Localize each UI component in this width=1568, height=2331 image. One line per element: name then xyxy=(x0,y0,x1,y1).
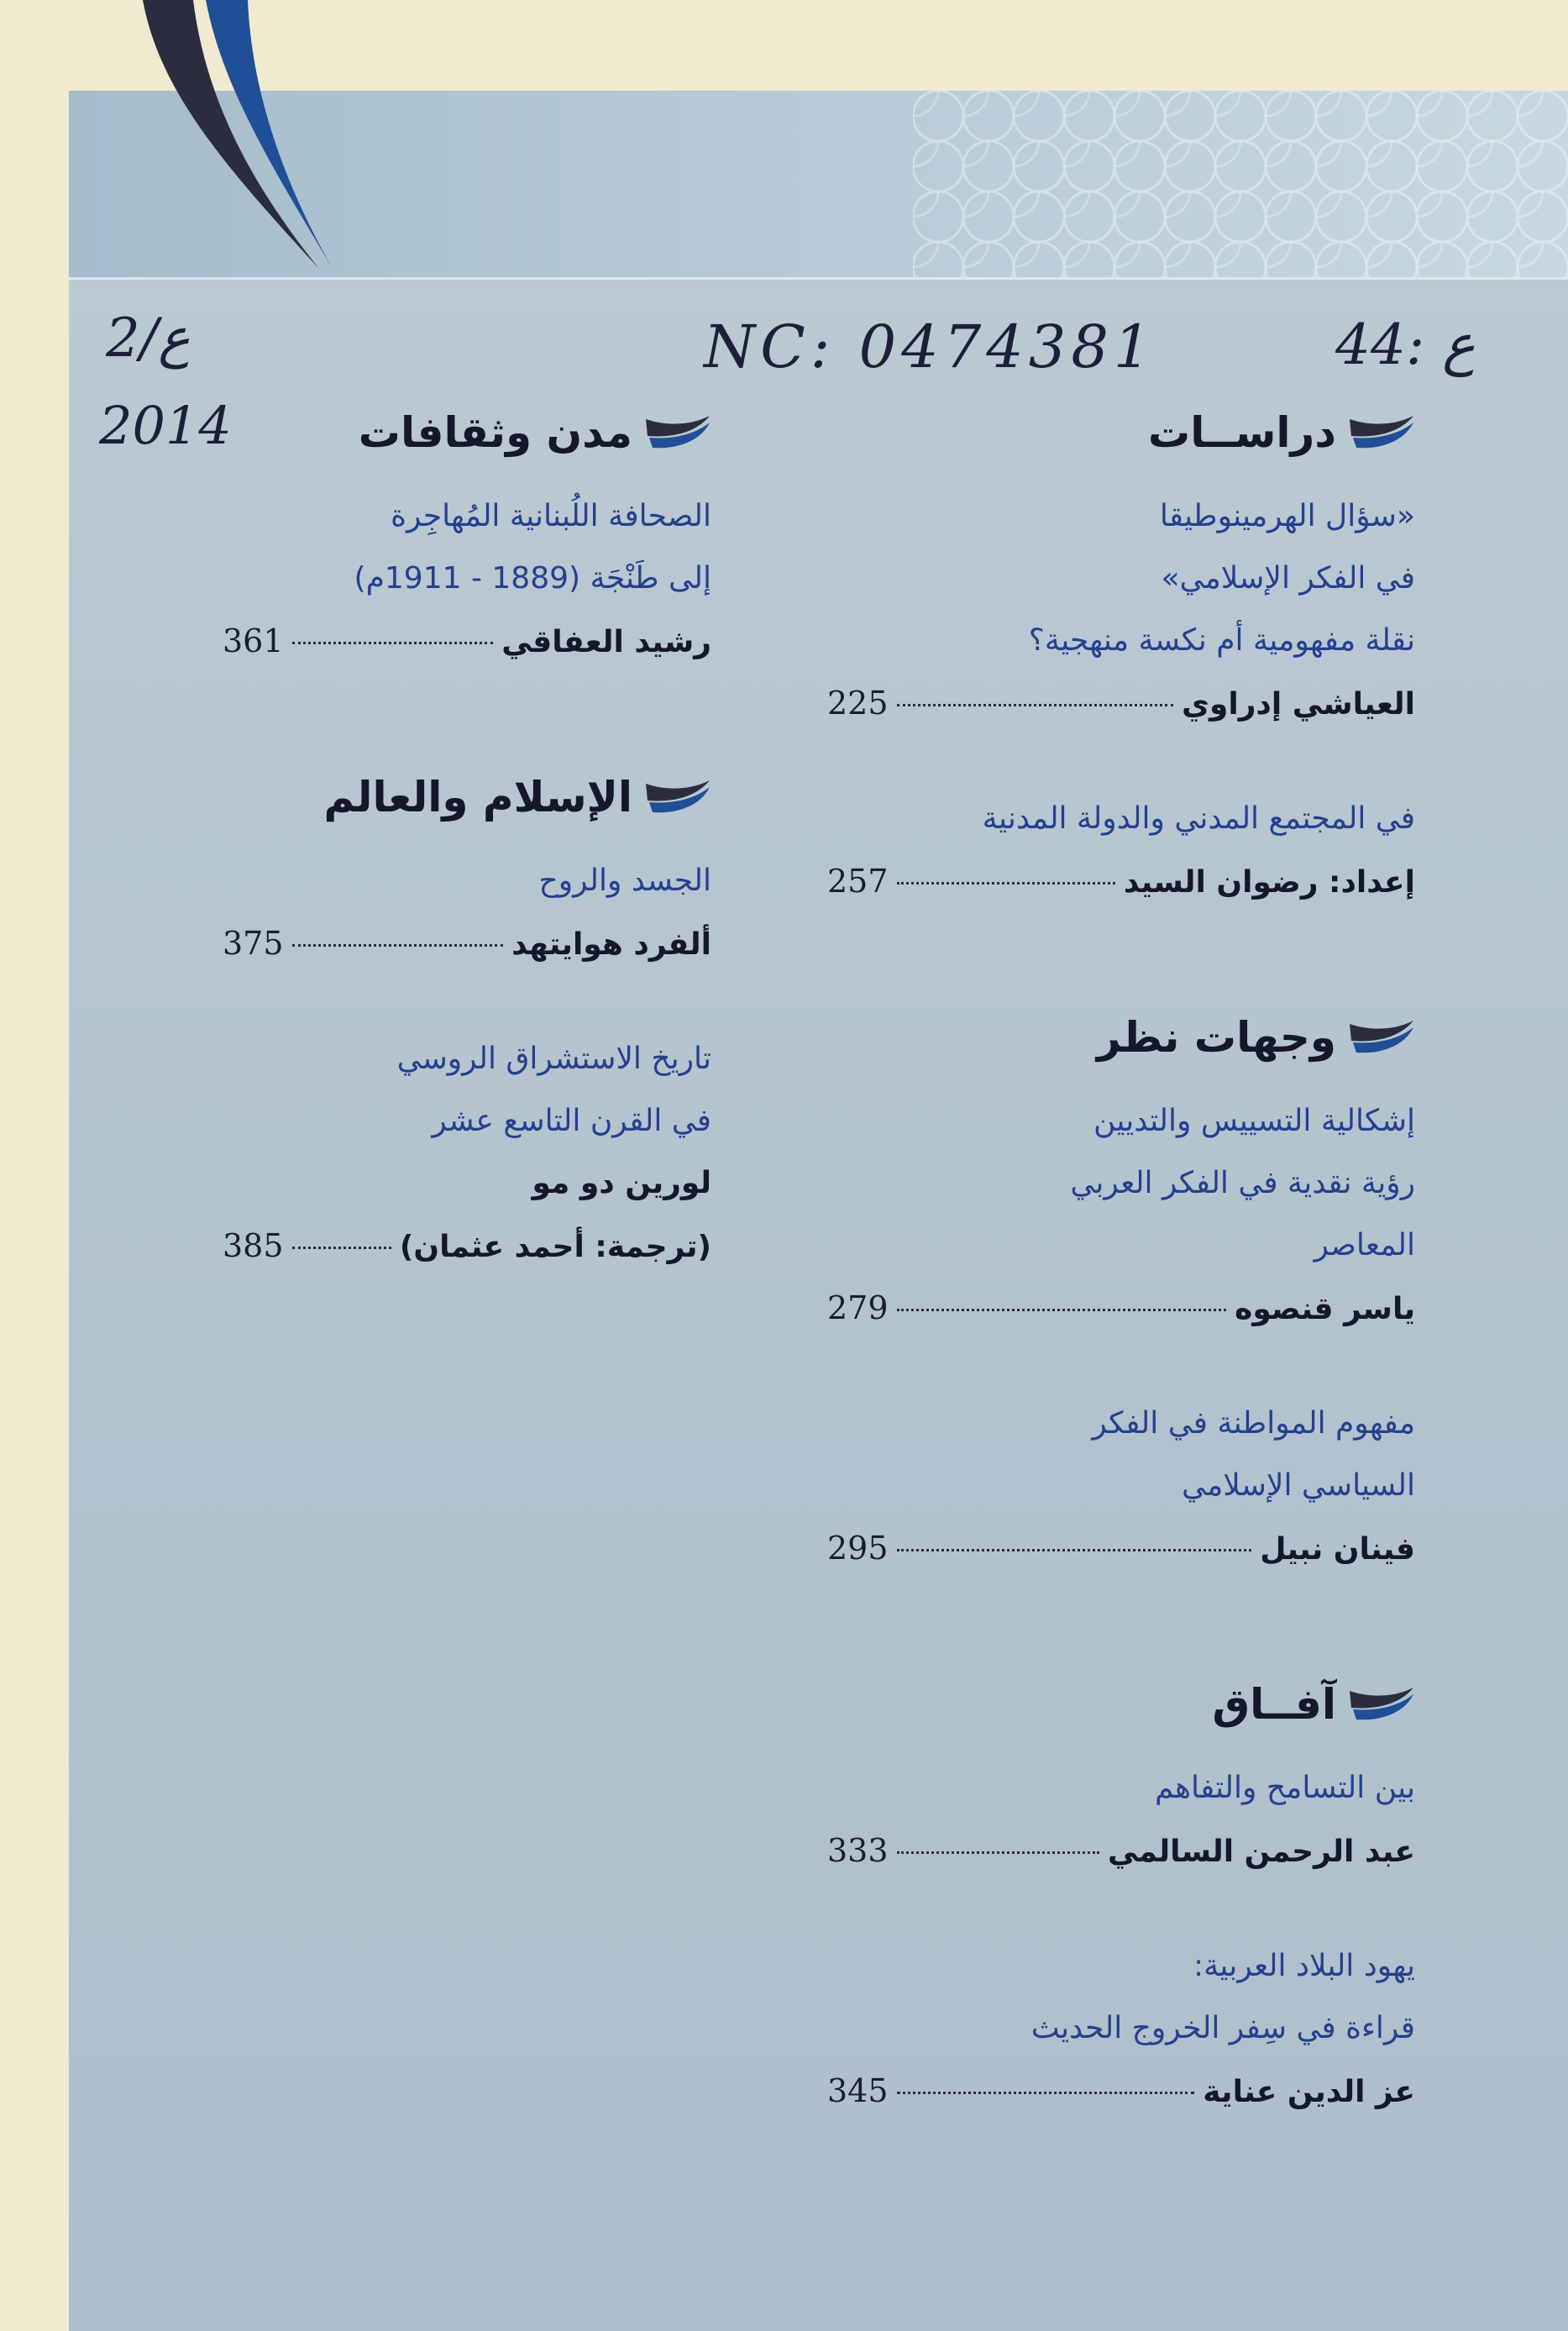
entry-author: (ترجمة: أحمد عثمان) xyxy=(399,1230,711,1264)
entry-title-line[interactable]: المعاصر xyxy=(1314,1228,1415,1263)
toc-entry[interactable] xyxy=(827,1393,1415,1581)
section-title: آفــاق xyxy=(1212,1680,1336,1729)
entry-author-row xyxy=(827,1277,1415,1341)
entry-author: ألفرد هوايتهد xyxy=(511,927,711,962)
dot-leader xyxy=(292,1247,391,1249)
dot-leader xyxy=(897,882,1115,885)
section-swoosh-icon xyxy=(1348,1019,1415,1056)
entry-title-line[interactable]: رؤية نقدية في الفكر العربي xyxy=(1070,1166,1415,1200)
handwritten-number: 44: ع xyxy=(1335,312,1476,377)
section-title: دراســات xyxy=(1148,408,1336,457)
toc-entry[interactable] xyxy=(827,1935,1415,2124)
entry-title-line[interactable]: في المجتمع المدني والدولة المدنية xyxy=(982,801,1415,836)
handwritten-code: NC: 0474381 xyxy=(704,312,1156,381)
section-swoosh-icon xyxy=(644,414,711,451)
entry-title-line[interactable]: في القرن التاسع عشر xyxy=(432,1104,711,1138)
section-heading xyxy=(827,408,1415,457)
dot-leader xyxy=(292,642,494,644)
logo-swoosh-icon xyxy=(126,0,344,277)
dot-leader xyxy=(897,1309,1227,1311)
entry-author: رشيد العفاقي xyxy=(501,625,711,659)
entry-author: فينان نبيل xyxy=(1260,1532,1415,1567)
toc-section xyxy=(827,408,1415,914)
section-title: مدن وثقافات xyxy=(358,408,632,457)
entry-title-line[interactable]: إشكالية التسييس والتديين xyxy=(1093,1104,1415,1138)
entry-title-line[interactable]: إلى طَنْجَة (1889 - 1911م) xyxy=(354,561,711,596)
arabesque-pattern xyxy=(913,91,1568,277)
section-swoosh-icon xyxy=(1348,1686,1415,1723)
toc-entry[interactable] xyxy=(223,850,711,976)
toc-entry[interactable] xyxy=(827,1090,1415,1341)
page-number[interactable]: 375 xyxy=(223,925,284,962)
page-number[interactable]: 257 xyxy=(827,863,889,900)
handwritten-issue: ع/2 xyxy=(106,307,191,370)
toc-section xyxy=(223,408,711,674)
page-number[interactable]: 225 xyxy=(827,685,889,722)
dot-leader xyxy=(292,944,504,947)
toc-entry[interactable] xyxy=(827,1757,1415,1883)
dot-leader xyxy=(897,1851,1100,1854)
page-number[interactable]: 385 xyxy=(223,1227,284,1264)
entry-author-row xyxy=(223,912,711,976)
toc-right-column xyxy=(827,408,1415,2223)
entry-title-line[interactable]: بين التسامح والتفاهم xyxy=(1155,1771,1415,1805)
entry-author-row xyxy=(827,1517,1415,1581)
page-number[interactable]: 361 xyxy=(223,622,284,659)
entry-title-line[interactable]: يهود البلاد العربية: xyxy=(1193,1949,1415,1983)
entry-title-line[interactable]: في الفكر الإسلامي» xyxy=(1161,561,1415,596)
entry-author: عبد الرحمن السالمي xyxy=(1108,1835,1415,1869)
page-number[interactable]: 333 xyxy=(827,1832,889,1869)
section-swoosh-icon xyxy=(644,779,711,816)
section-swoosh-icon xyxy=(1348,414,1415,451)
entry-title-line[interactable]: مفهوم المواطنة في الفكر xyxy=(1092,1406,1415,1441)
section-heading xyxy=(223,773,711,822)
entry-author: ياسر قنصوه xyxy=(1235,1292,1415,1326)
section-title: الإسلام والعالم xyxy=(323,773,632,822)
entry-author-row xyxy=(223,1215,711,1278)
toc-entry[interactable] xyxy=(223,1028,711,1278)
section-heading xyxy=(223,408,711,457)
dot-leader xyxy=(897,2092,1195,2094)
dot-leader xyxy=(897,704,1173,706)
page-number[interactable]: 295 xyxy=(827,1530,889,1567)
toc-left-column xyxy=(223,408,711,1378)
entry-author-row xyxy=(223,610,711,674)
section-title: وجهات نظر xyxy=(1096,1013,1336,1062)
toc-entry[interactable] xyxy=(223,486,711,674)
page-number[interactable]: 279 xyxy=(827,1289,889,1326)
section-heading xyxy=(827,1013,1415,1062)
entry-author: العياشي إدراوي xyxy=(1182,687,1415,722)
entry-title-line[interactable]: تاريخ الاستشراق الروسي xyxy=(396,1042,711,1076)
toc-section xyxy=(223,773,711,1278)
entry-author-line: لورين دو مو xyxy=(532,1166,711,1200)
dot-leader xyxy=(897,1549,1252,1551)
entry-author-row xyxy=(827,672,1415,736)
entry-title-line[interactable]: قراءة في سِفر الخروج الحديث xyxy=(1030,2011,1415,2045)
entry-title-line[interactable]: «سؤال الهرمينوطيقا xyxy=(1159,499,1415,533)
entry-author-row xyxy=(827,2060,1415,2124)
toc-entry[interactable] xyxy=(827,486,1415,736)
entry-title-line[interactable]: نقلة مفهومية أم نكسة منهجية؟ xyxy=(1028,623,1415,658)
toc-section xyxy=(827,1013,1415,1581)
entry-title-line[interactable]: السياسي الإسلامي xyxy=(1182,1468,1415,1503)
entry-title-line[interactable]: الصحافة اللُبنانية المُهاجِرة xyxy=(391,499,711,533)
entry-author-row xyxy=(827,1819,1415,1883)
entry-author: عز الدين عناية xyxy=(1203,2075,1415,2109)
toc-entry[interactable] xyxy=(827,788,1415,914)
entry-title-line[interactable]: الجسد والروح xyxy=(538,864,711,898)
entry-author-row xyxy=(827,850,1415,914)
handwritten-year: 2014 xyxy=(99,395,232,456)
page-number[interactable]: 345 xyxy=(827,2072,889,2109)
toc-section xyxy=(827,1680,1415,2124)
entry-author: إعداد: رضوان السيد xyxy=(1123,865,1415,900)
section-heading xyxy=(827,1680,1415,1729)
